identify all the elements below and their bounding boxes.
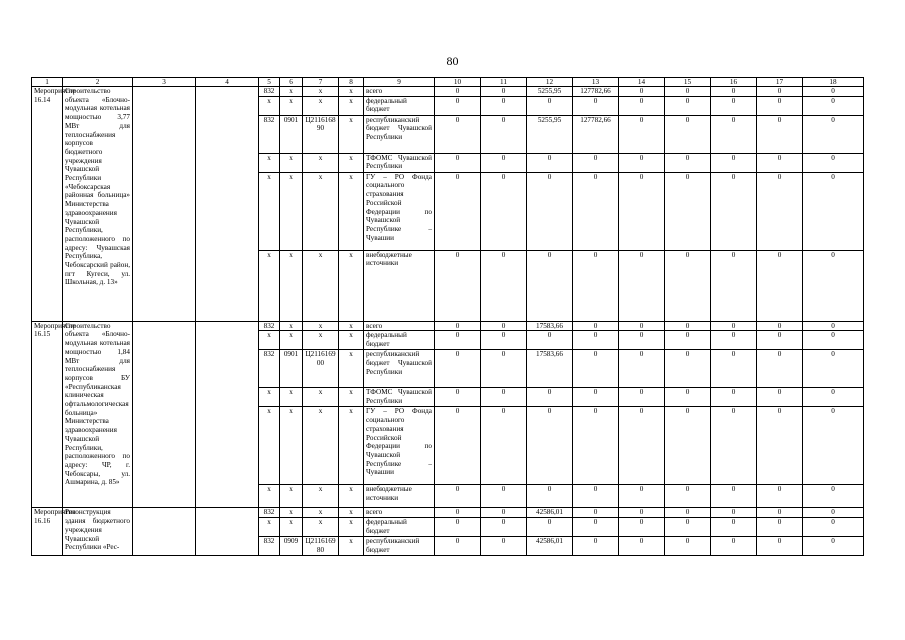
section-code-cell: 0909 <box>280 537 303 555</box>
amount-cell: 127782,66 <box>573 87 619 97</box>
measure-description: Реконструкция здания бюджетного учреждения Чувашской Республики «Рес- <box>63 508 133 555</box>
section-code-cell: x <box>280 321 303 331</box>
expense-type-cell: x <box>339 96 364 115</box>
amount-cell: 0 <box>757 87 803 97</box>
section-code-cell: x <box>280 518 303 537</box>
funding-source-cell: федеральный бюджет <box>364 96 435 115</box>
amount-cell: 0 <box>481 115 527 153</box>
amount-cell: 0 <box>619 518 665 537</box>
target-item-code-cell: Ц2116169 00 <box>303 350 339 388</box>
amount-cell: 0 <box>711 172 757 250</box>
section-code-cell: x <box>280 485 303 508</box>
expense-type-cell: x <box>339 321 364 331</box>
grbs-code-cell: 832 <box>259 115 280 153</box>
amount-cell: 0 <box>619 250 665 321</box>
amount-cell: 42586,01 <box>527 508 573 518</box>
amount-cell: 0 <box>803 331 864 350</box>
co-executor-cell <box>196 321 259 508</box>
amount-cell: 0 <box>573 96 619 115</box>
amount-cell: 0 <box>803 388 864 407</box>
funding-source-cell: республиканский бюджет Чувашской Республики <box>364 115 435 153</box>
section-code-cell: x <box>280 172 303 250</box>
amount-cell: 0 <box>803 350 864 388</box>
amount-cell: 0 <box>757 96 803 115</box>
header-cell-2: 2 <box>63 78 133 87</box>
amount-cell: 0 <box>757 508 803 518</box>
amount-cell: 0 <box>665 250 711 321</box>
amount-cell: 0 <box>573 518 619 537</box>
measure-label: Мероприятие 16.14 <box>32 87 63 322</box>
grbs-code-cell: 832 <box>259 350 280 388</box>
funding-source-cell: всего <box>364 321 435 331</box>
responsible-executor-cell <box>133 508 196 555</box>
amount-cell: 0 <box>619 350 665 388</box>
amount-cell: 0 <box>711 250 757 321</box>
amount-cell: 0 <box>527 250 573 321</box>
header-cell-13: 13 <box>573 78 619 87</box>
header-cell-16: 16 <box>711 78 757 87</box>
amount-cell: 0 <box>481 321 527 331</box>
amount-cell: 0 <box>435 115 481 153</box>
budget-table <box>31 77 864 556</box>
amount-cell: 0 <box>711 537 757 555</box>
section-code-cell: x <box>280 250 303 321</box>
amount-cell: 0 <box>527 388 573 407</box>
grbs-code-cell: x <box>259 388 280 407</box>
amount-cell: 0 <box>527 331 573 350</box>
amount-cell: 0 <box>757 407 803 485</box>
table-row <box>32 508 864 518</box>
expense-type-cell: x <box>339 172 364 250</box>
amount-cell: 0 <box>619 115 665 153</box>
amount-cell: 0 <box>435 485 481 508</box>
grbs-code-cell: 832 <box>259 537 280 555</box>
target-item-code-cell: x <box>303 508 339 518</box>
amount-cell: 127782,66 <box>573 115 619 153</box>
amount-cell: 0 <box>757 321 803 331</box>
section-code-cell: x <box>280 96 303 115</box>
amount-cell: 0 <box>527 153 573 172</box>
measure-description: Строительство объекта «Блочно-модульная котельная мощностью 3,77 МВт для теплоснабжения корпусов бюджетного учреждения Чувашской Республики «Чебоксарская районная больница» Министерства здравоохранения Чувашской Республики, расположенного по адресу: Чувашская Республика, Чебоксарский район, пгт Кугеси, ул. Школьная, д. 13» <box>63 87 133 322</box>
funding-source-cell: республиканский бюджет <box>364 537 435 555</box>
amount-cell: 0 <box>435 537 481 555</box>
amount-cell: 0 <box>619 87 665 97</box>
responsible-executor-cell <box>133 321 196 508</box>
amount-cell: 0 <box>481 407 527 485</box>
amount-cell: 0 <box>711 321 757 331</box>
target-item-code-cell: x <box>303 518 339 537</box>
amount-cell: 0 <box>573 321 619 331</box>
target-item-code-cell: x <box>303 485 339 508</box>
amount-cell: 0 <box>711 96 757 115</box>
amount-cell: 0 <box>757 115 803 153</box>
target-item-code-cell: x <box>303 250 339 321</box>
section-code-cell: 0901 <box>280 350 303 388</box>
amount-cell: 0 <box>665 485 711 508</box>
amount-cell: 0 <box>665 537 711 555</box>
amount-cell: 0 <box>481 172 527 250</box>
funding-source-cell: внебюджетные источники <box>364 250 435 321</box>
target-item-code-cell: x <box>303 153 339 172</box>
amount-cell: 0 <box>803 518 864 537</box>
grbs-code-cell: x <box>259 518 280 537</box>
expense-type-cell: x <box>339 331 364 350</box>
amount-cell: 0 <box>573 407 619 485</box>
amount-cell: 0 <box>757 172 803 250</box>
amount-cell: 0 <box>435 87 481 97</box>
header-cell-7: 7 <box>303 78 339 87</box>
amount-cell: 0 <box>665 331 711 350</box>
grbs-code-cell: x <box>259 250 280 321</box>
grbs-code-cell: x <box>259 331 280 350</box>
amount-cell: 0 <box>757 350 803 388</box>
header-cell-9: 9 <box>364 78 435 87</box>
header-cell-11: 11 <box>481 78 527 87</box>
header-cell-17: 17 <box>757 78 803 87</box>
co-executor-cell <box>196 508 259 555</box>
section-code-cell: x <box>280 508 303 518</box>
table-row <box>32 87 864 97</box>
amount-cell: 0 <box>435 153 481 172</box>
header-cell-4: 4 <box>196 78 259 87</box>
amount-cell: 0 <box>619 331 665 350</box>
header-cell-6: 6 <box>280 78 303 87</box>
amount-cell: 0 <box>435 518 481 537</box>
target-item-code-cell: x <box>303 407 339 485</box>
section-code-cell: 0901 <box>280 115 303 153</box>
funding-source-cell: федеральный бюджет <box>364 518 435 537</box>
amount-cell: 0 <box>711 153 757 172</box>
section-code-cell: x <box>280 87 303 97</box>
amount-cell: 0 <box>481 537 527 555</box>
amount-cell: 5255,95 <box>527 115 573 153</box>
funding-source-cell: всего <box>364 508 435 518</box>
co-executor-cell <box>196 87 259 322</box>
amount-cell: 0 <box>481 388 527 407</box>
amount-cell: 0 <box>803 153 864 172</box>
expense-type-cell: x <box>339 407 364 485</box>
amount-cell: 0 <box>665 407 711 485</box>
amount-cell: 0 <box>435 250 481 321</box>
amount-cell: 0 <box>481 485 527 508</box>
header-cell-3: 3 <box>133 78 196 87</box>
target-item-code-cell: x <box>303 388 339 407</box>
amount-cell: 17583,66 <box>527 350 573 388</box>
amount-cell: 0 <box>803 407 864 485</box>
target-item-code-cell: x <box>303 96 339 115</box>
amount-cell: 0 <box>757 485 803 508</box>
amount-cell: 0 <box>573 485 619 508</box>
amount-cell: 0 <box>527 172 573 250</box>
grbs-code-cell: x <box>259 96 280 115</box>
amount-cell: 0 <box>711 350 757 388</box>
expense-type-cell: x <box>339 153 364 172</box>
amount-cell: 0 <box>803 172 864 250</box>
amount-cell: 0 <box>619 153 665 172</box>
funding-source-cell: всего <box>364 87 435 97</box>
amount-cell: 0 <box>435 331 481 350</box>
amount-cell: 0 <box>665 321 711 331</box>
amount-cell: 0 <box>665 518 711 537</box>
amount-cell: 0 <box>435 172 481 250</box>
amount-cell: 0 <box>481 331 527 350</box>
amount-cell: 0 <box>757 250 803 321</box>
header-row <box>32 78 864 87</box>
expense-type-cell: x <box>339 518 364 537</box>
amount-cell: 0 <box>619 96 665 115</box>
amount-cell: 0 <box>711 388 757 407</box>
grbs-code-cell: 832 <box>259 87 280 97</box>
amount-cell: 0 <box>573 331 619 350</box>
amount-cell: 0 <box>711 508 757 518</box>
amount-cell: 0 <box>757 153 803 172</box>
section-code-cell: x <box>280 407 303 485</box>
amount-cell: 0 <box>573 388 619 407</box>
header-cell-10: 10 <box>435 78 481 87</box>
grbs-code-cell: 832 <box>259 508 280 518</box>
header-cell-14: 14 <box>619 78 665 87</box>
amount-cell: 0 <box>757 537 803 555</box>
header-cell-15: 15 <box>665 78 711 87</box>
amount-cell: 0 <box>481 518 527 537</box>
amount-cell: 0 <box>665 508 711 518</box>
amount-cell: 0 <box>573 508 619 518</box>
amount-cell: 0 <box>481 96 527 115</box>
amount-cell: 0 <box>711 87 757 97</box>
amount-cell: 0 <box>665 350 711 388</box>
amount-cell: 0 <box>803 87 864 97</box>
funding-source-cell: ТФОМС Чувашской Республики <box>364 153 435 172</box>
amount-cell: 0 <box>665 153 711 172</box>
amount-cell: 0 <box>711 115 757 153</box>
expense-type-cell: x <box>339 485 364 508</box>
target-item-code-cell: x <box>303 87 339 97</box>
amount-cell: 0 <box>757 388 803 407</box>
amount-cell: 5255,95 <box>527 87 573 97</box>
amount-cell: 0 <box>803 508 864 518</box>
grbs-code-cell: x <box>259 153 280 172</box>
amount-cell: 0 <box>803 485 864 508</box>
header-cell-5: 5 <box>259 78 280 87</box>
amount-cell: 0 <box>803 250 864 321</box>
amount-cell: 0 <box>619 388 665 407</box>
funding-source-cell: ГУ – РО Фонда социального страхования Российской Федерации по Чувашской Республике – Чувашии <box>364 172 435 250</box>
section-code-cell: x <box>280 153 303 172</box>
amount-cell: 0 <box>435 508 481 518</box>
amount-cell: 0 <box>573 537 619 555</box>
amount-cell: 0 <box>619 485 665 508</box>
amount-cell: 0 <box>803 537 864 555</box>
expense-type-cell: x <box>339 87 364 97</box>
amount-cell: 0 <box>481 350 527 388</box>
section-code-cell: x <box>280 388 303 407</box>
amount-cell: 0 <box>619 537 665 555</box>
funding-source-cell: внебюджетные источники <box>364 485 435 508</box>
table-row <box>32 321 864 331</box>
amount-cell: 0 <box>757 518 803 537</box>
expense-type-cell: x <box>339 508 364 518</box>
amount-cell: 0 <box>803 115 864 153</box>
amount-cell: 0 <box>527 96 573 115</box>
amount-cell: 0 <box>665 115 711 153</box>
amount-cell: 0 <box>665 96 711 115</box>
amount-cell: 0 <box>619 407 665 485</box>
funding-source-cell: федеральный бюджет <box>364 331 435 350</box>
page-number: 80 <box>446 54 459 68</box>
expense-type-cell: x <box>339 537 364 555</box>
expense-type-cell: x <box>339 115 364 153</box>
grbs-code-cell: 832 <box>259 321 280 331</box>
funding-source-cell: республиканский бюджет Чувашской Республики <box>364 350 435 388</box>
amount-cell: 0 <box>527 407 573 485</box>
amount-cell: 0 <box>481 508 527 518</box>
amount-cell: 0 <box>573 153 619 172</box>
amount-cell: 0 <box>435 96 481 115</box>
amount-cell: 0 <box>619 321 665 331</box>
amount-cell: 0 <box>481 153 527 172</box>
amount-cell: 0 <box>665 388 711 407</box>
measure-label: Мероприятие 16.15 <box>32 321 63 508</box>
amount-cell: 0 <box>619 508 665 518</box>
grbs-code-cell: x <box>259 407 280 485</box>
amount-cell: 0 <box>711 407 757 485</box>
funding-source-cell: ГУ – РО Фонда социального страхования Российской Федерации по Чувашской Республике – Чувашии <box>364 407 435 485</box>
header-cell-1: 1 <box>32 78 63 87</box>
grbs-code-cell: x <box>259 172 280 250</box>
amount-cell: 0 <box>757 331 803 350</box>
amount-cell: 0 <box>527 518 573 537</box>
expense-type-cell: x <box>339 388 364 407</box>
amount-cell: 0 <box>619 172 665 250</box>
amount-cell: 0 <box>665 172 711 250</box>
funding-source-cell: ТФОМС Чувашской Республики <box>364 388 435 407</box>
target-item-code-cell: Ц2116168 90 <box>303 115 339 153</box>
amount-cell: 0 <box>435 321 481 331</box>
amount-cell: 0 <box>711 331 757 350</box>
amount-cell: 0 <box>711 518 757 537</box>
amount-cell: 0 <box>481 87 527 97</box>
amount-cell: 17583,66 <box>527 321 573 331</box>
header-cell-12: 12 <box>527 78 573 87</box>
amount-cell: 0 <box>803 321 864 331</box>
amount-cell: 0 <box>803 96 864 115</box>
responsible-executor-cell <box>133 87 196 322</box>
amount-cell: 0 <box>665 87 711 97</box>
target-item-code-cell: x <box>303 321 339 331</box>
amount-cell: 0 <box>435 350 481 388</box>
header-cell-18: 18 <box>803 78 864 87</box>
amount-cell: 0 <box>711 485 757 508</box>
section-code-cell: x <box>280 331 303 350</box>
amount-cell: 0 <box>527 485 573 508</box>
amount-cell: 42586,01 <box>527 537 573 555</box>
target-item-code-cell: x <box>303 331 339 350</box>
measure-label: Мероприятие 16.16 <box>32 508 63 555</box>
amount-cell: 0 <box>573 250 619 321</box>
target-item-code-cell: x <box>303 172 339 250</box>
target-item-code-cell: Ц2116169 80 <box>303 537 339 555</box>
header-cell-8: 8 <box>339 78 364 87</box>
amount-cell: 0 <box>481 250 527 321</box>
amount-cell: 0 <box>573 350 619 388</box>
expense-type-cell: x <box>339 350 364 388</box>
grbs-code-cell: x <box>259 485 280 508</box>
measure-description: Строительство объекта «Блочно-модульная котельная мощностью 1,84 МВт для теплоснабжения корпусов БУ «Республиканская клиническая офтальмологическая больница» Министерства здравоохранения Чувашской Республики, расположенного по адресу: ЧР, г. Чебоксары, ул. Ашмарина, д. 85» <box>63 321 133 508</box>
amount-cell: 0 <box>435 388 481 407</box>
expense-type-cell: x <box>339 250 364 321</box>
amount-cell: 0 <box>573 172 619 250</box>
amount-cell: 0 <box>435 407 481 485</box>
